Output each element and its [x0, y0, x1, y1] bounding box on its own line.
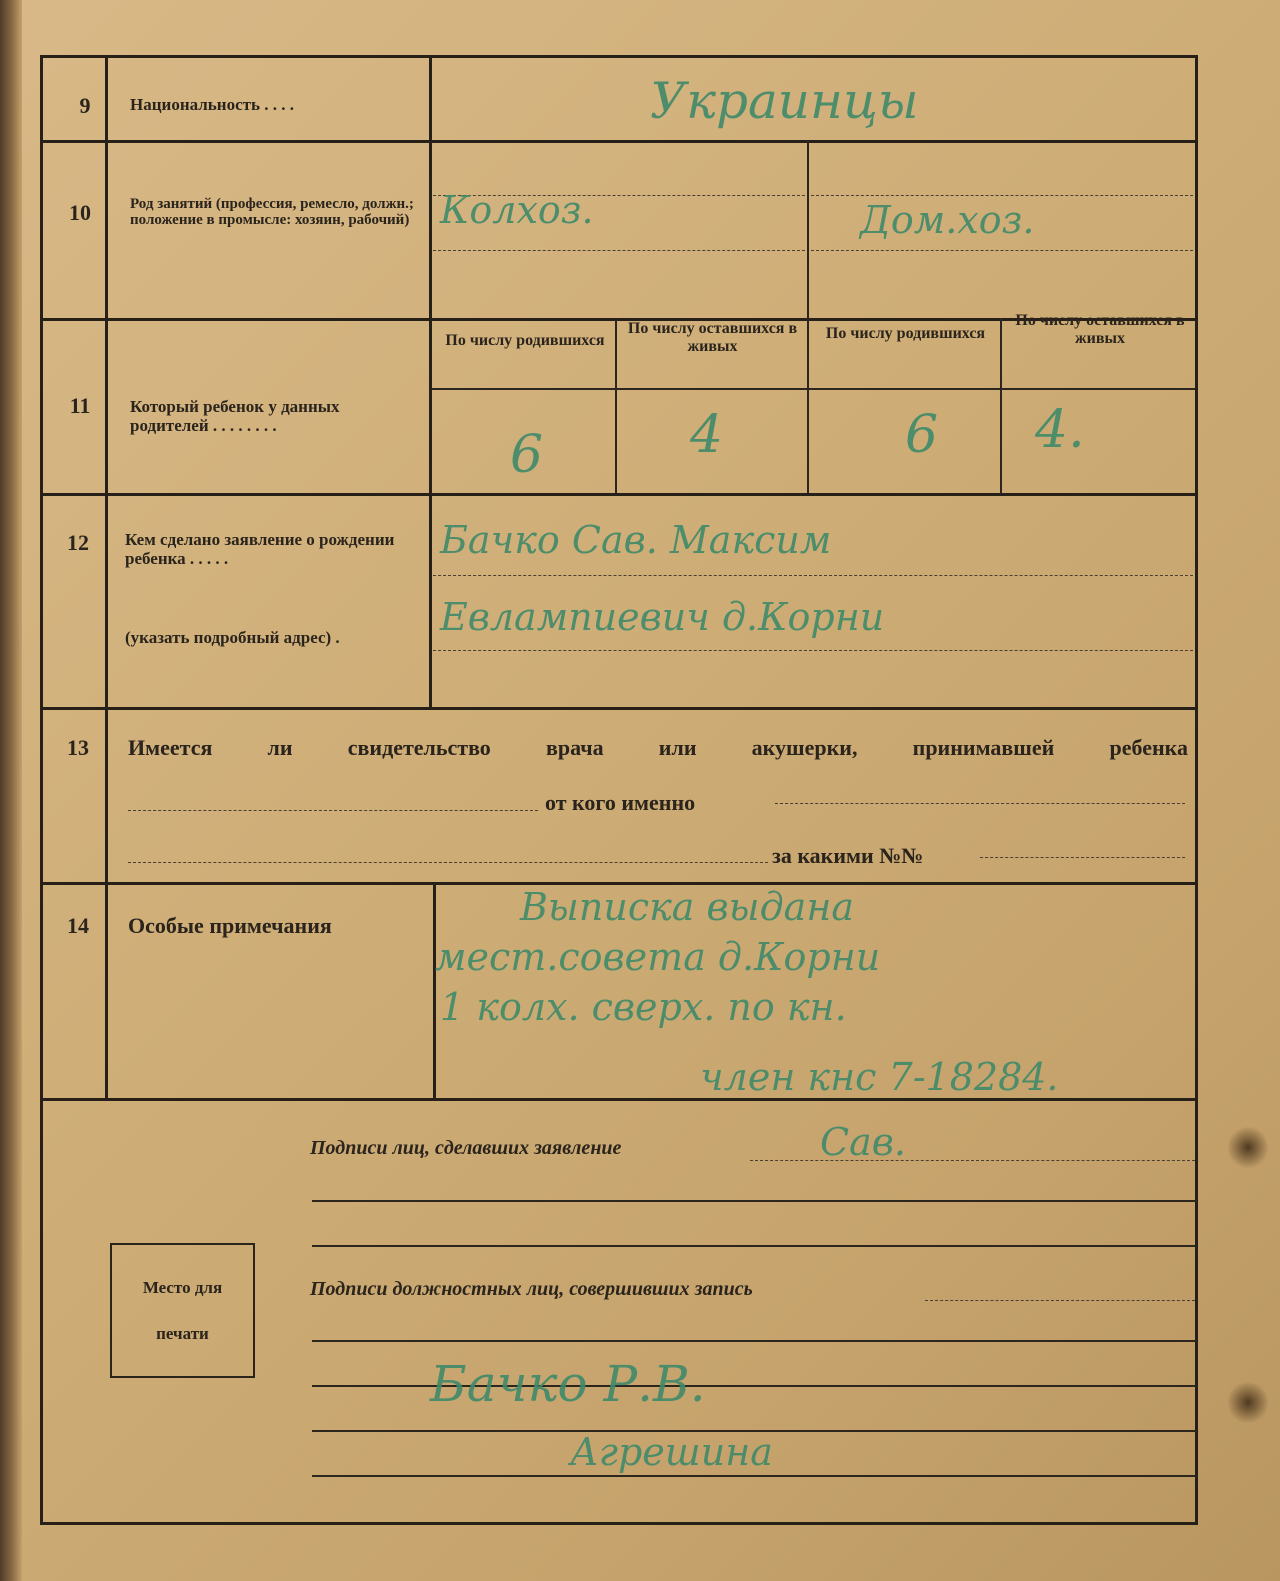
dotted-line	[811, 195, 1193, 196]
row-number: 13	[67, 735, 89, 760]
from-whom-label: от кого именно	[545, 790, 696, 815]
occupation-mother-value: Дом.хоз.	[860, 198, 1035, 242]
nationality-label: Национальность . . . .	[130, 95, 294, 114]
nationality-value: Украинцы	[650, 72, 919, 130]
notes-value: Выписка выдана	[520, 885, 855, 929]
stamp-place-label: печати	[156, 1323, 209, 1343]
row-number: 11	[69, 393, 91, 418]
born-count-value: 6	[905, 405, 939, 465]
column-divider	[433, 882, 436, 1098]
address-value: Евлампиевич д.Корни	[440, 595, 885, 639]
signature-line	[312, 1245, 1197, 1247]
signature-line	[312, 1475, 1197, 1477]
row-number: 9	[79, 93, 91, 118]
stamp-place-label: Место для	[142, 1277, 223, 1297]
alive-count-value: 4.	[1035, 400, 1085, 460]
signature-line	[312, 1200, 1197, 1202]
notes-label: Особые примечания	[128, 913, 332, 938]
notes-value: мест.совета д.Корни	[435, 935, 881, 979]
dotted-line	[433, 650, 1193, 651]
row-number: 14	[67, 913, 89, 938]
dotted-line	[128, 810, 538, 811]
column-divider	[807, 140, 809, 493]
row-divider	[40, 140, 1195, 143]
child-order-label: Который ребенок у данных родителей . . . . . . . .	[130, 397, 340, 435]
subheader-alive: По числу оставшихся в живых	[627, 320, 798, 355]
dotted-line	[750, 1160, 1195, 1161]
address-label: (указать подробный адрес) .	[125, 628, 340, 647]
applicants-signature: Сав.	[820, 1120, 906, 1164]
book-spine	[0, 0, 22, 1581]
notes-value: 1 колх. сверх. по кн.	[440, 985, 847, 1029]
column-divider	[615, 318, 617, 493]
row-number: 10	[69, 200, 91, 225]
numbers-label: за какими №№	[772, 843, 924, 868]
stamp-place-box	[110, 1243, 255, 1378]
dotted-line	[433, 250, 805, 251]
signature-line	[312, 1340, 1197, 1342]
occupation-father-value: Колхоз.	[440, 188, 594, 232]
row-divider	[40, 707, 1195, 710]
dotted-line	[433, 575, 1193, 576]
subheader-divider	[431, 388, 1195, 390]
dotted-line	[980, 857, 1185, 858]
dotted-line	[925, 1300, 1195, 1301]
dotted-line	[775, 803, 1185, 804]
born-count-value: 6	[510, 425, 544, 485]
subheader-born: По числу родившихся	[445, 332, 605, 349]
certificate-question: Имеется ли свидетельство врача или акушерки, принимавшей ребенка	[128, 735, 1188, 760]
applicants-signature-label: Подписи лиц, сделавших заявление	[310, 1137, 622, 1159]
row-number: 12	[67, 530, 89, 555]
subheader-alive: По числу оставшихся в живых	[1015, 312, 1185, 347]
binding-hole	[1228, 1125, 1268, 1170]
notes-value: член кнс 7-18284.	[700, 1055, 1059, 1099]
occupation-label: Род занятий (профессия, ремесло, должн.; положение в промысле: хозяин, рабочий)	[130, 196, 414, 228]
dotted-line	[811, 250, 1193, 251]
official-signature: Бачко Р.В.	[430, 1355, 706, 1413]
column-divider	[429, 55, 432, 707]
row-divider	[40, 493, 1195, 496]
declarant-label: Кем сделано заявление о рождении ребенка . . . . .	[125, 530, 395, 568]
subheader-born: По числу родившихся	[825, 325, 986, 342]
alive-count-value: 4	[690, 405, 724, 465]
officials-signature-label: Подписи должностных лиц, совершивших запись	[310, 1278, 753, 1300]
binding-hole	[1228, 1380, 1268, 1425]
official-signature: Агрешина	[570, 1430, 773, 1474]
column-divider	[1000, 318, 1002, 493]
dotted-line	[128, 862, 768, 863]
declarant-value: Бачко Сав. Максим	[440, 518, 832, 562]
